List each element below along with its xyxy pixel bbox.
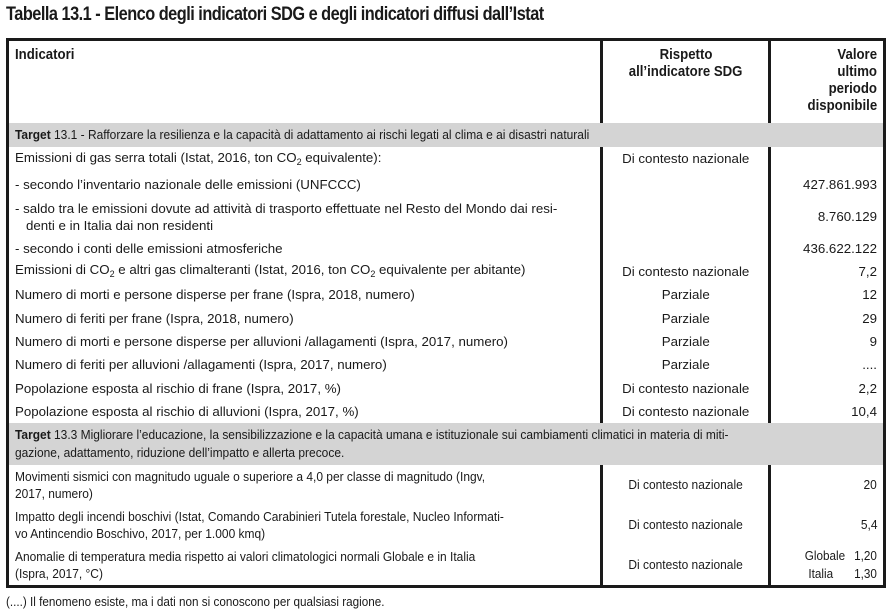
region-label: Globale [804, 547, 846, 563]
table-row [8, 147, 885, 173]
sdg-cell [602, 173, 770, 196]
sdg-cell: Parziale [602, 330, 770, 353]
table-row [8, 306, 885, 329]
region-value: 1,20 [854, 547, 877, 563]
sdg-cell: Di contesto nazionale [602, 465, 770, 505]
target-label: Target [15, 426, 51, 442]
indicator-cell: Popolazione esposta al rischio di alluvioni (Ispra, 2017, %) [8, 400, 602, 423]
header-rispetto-line2: all’indicatore SDG [628, 63, 743, 80]
header-row [8, 40, 885, 124]
header-valore-line4: disponibile [807, 97, 877, 114]
table-row [8, 260, 885, 283]
header-indicatori [8, 40, 602, 124]
value-cell: 29 [862, 310, 877, 326]
value-cell [770, 545, 885, 587]
value-cell: 10,4 [851, 403, 877, 419]
indicator-cell: Numero di morti e persone disperse per alluvioni /allagamenti (Ispra, 2017, numero) [8, 330, 602, 353]
header-rispetto-line1: Rispetto [659, 46, 713, 63]
value-cell: .... [862, 357, 877, 373]
indicator-cell: Impatto degli incendi boschivi (Istat, Comando Carabinieri Tutela forestale, Nucleo Informati- vo Antincendio Boschivo, 2017, per 1.000 kmq) [8, 505, 602, 545]
sdg-cell: Di contesto nazionale [602, 260, 770, 283]
sdg-cell [602, 197, 770, 237]
footnote: (....) Il fenomeno esiste, ma i dati non si conoscono per qualsiasi ragione. [6, 594, 385, 609]
target-13-1-text [8, 123, 885, 147]
sdg-cell [602, 237, 770, 260]
sdg-cell: Parziale [602, 306, 770, 329]
indicator-cell: Emissioni di $CO_2$ e altri gas climalteranti (Istat, 2016, ton $CO_2$ equivalente per abitante) [8, 260, 602, 283]
target-row-13-3 [8, 423, 885, 465]
table-row [8, 376, 885, 399]
target-description-line1: 13.3 Migliorare l’educazione, la sensibilizzazione e la capacità umana e istituzionale sui cambiamenti climatici in materia di miti- [50, 426, 729, 442]
sdg-cell: Di contesto nazionale [602, 505, 770, 545]
sdg-cell: Di contesto nazionale [602, 545, 770, 587]
table-row [8, 505, 885, 545]
sdg-indicators-table [6, 38, 886, 588]
header-valore-line1: Valore [837, 46, 877, 63]
sdg-cell: Di contesto nazionale [602, 400, 770, 423]
value-cell: 12 [862, 287, 877, 303]
sdg-cell: Parziale [602, 283, 770, 306]
indicator-cell: Numero di morti e persone disperse per frane (Ispra, 2018, numero) [8, 283, 602, 306]
value-cell: 8.760.129 [817, 209, 877, 225]
indicator-cell: Numero di feriti per alluvioni /allagamenti (Ispra, 2017, numero) [8, 353, 602, 376]
header-valore [770, 40, 885, 124]
target-row-13-1 [8, 123, 885, 147]
indicator-cell: - saldo tra le emissioni dovute ad attività di trasporto effettuate nel Resto del Mondo dai resi- denti e in Italia dai non residenti [8, 197, 602, 237]
value-cell: 20 [863, 477, 877, 493]
indicator-cell: Movimenti sismici con magnitudo uguale o superiore a 4,0 per classe di magnitudo (Ingv, 2017, numero) [8, 465, 602, 505]
value-cell: 9 [869, 333, 877, 349]
target-description: 13.1 - Rafforzare la resilienza e la capacità di adattamento ai rischi legati al clima e ai disastri naturali [50, 127, 590, 142]
table-title: Tabella 13.1 - Elenco degli indicatori SDG e degli indicatori diffusi dall’Istat [6, 4, 544, 25]
table-row [8, 545, 885, 587]
sdg-cell: Di contesto nazionale [602, 376, 770, 399]
value-cell: 436.622.122 [803, 240, 877, 256]
target-label: Target [15, 127, 51, 142]
sdg-cell: Di contesto nazionale [602, 147, 770, 173]
indicator-cell: Anomalie di temperatura media rispetto ai valori climatologici normali Globale e in Italia (Ispra, 2017, °C) [8, 545, 602, 587]
table-row [8, 197, 885, 237]
header-valore-line3: periodo [828, 80, 877, 97]
sdg-cell: Parziale [602, 353, 770, 376]
value-cell: 2,2 [858, 380, 877, 396]
header-valore-line2: ultimo [837, 63, 877, 80]
indicator-cell: - secondo i conti delle emissioni atmosferiche [8, 237, 602, 260]
table-row [8, 173, 885, 196]
value-cell: 427.861.993 [803, 177, 877, 193]
table-row [8, 330, 885, 353]
table-row [8, 283, 885, 306]
indicator-cell: Popolazione esposta al rischio di frane (Ispra, 2017, %) [8, 376, 602, 399]
value-cell [770, 147, 885, 173]
indicator-cell: Emissioni di gas serra totali (Istat, 2016, ton $CO_2$ equivalente): [8, 147, 602, 173]
target-description-line2: gazione, adattamento, riduzione dell’impatto e allerta precoce. [15, 444, 345, 460]
value-cell: 7,2 [858, 264, 877, 280]
table-row [8, 237, 885, 260]
target-13-3-text [8, 423, 885, 465]
region-label: Italia [808, 565, 834, 581]
indicator-cell: Numero di feriti per frane (Ispra, 2018, numero) [8, 306, 602, 329]
value-cell: 5,4 [860, 517, 877, 533]
region-value: 1,30 [854, 565, 877, 581]
header-rispetto [602, 40, 770, 124]
table-row [8, 353, 885, 376]
table-row [8, 400, 885, 423]
header-indicatori-label: Indicatori [15, 46, 75, 63]
indicator-cell: - secondo l’inventario nazionale delle emissioni (UNFCCC) [8, 173, 602, 196]
table-row [8, 465, 885, 505]
